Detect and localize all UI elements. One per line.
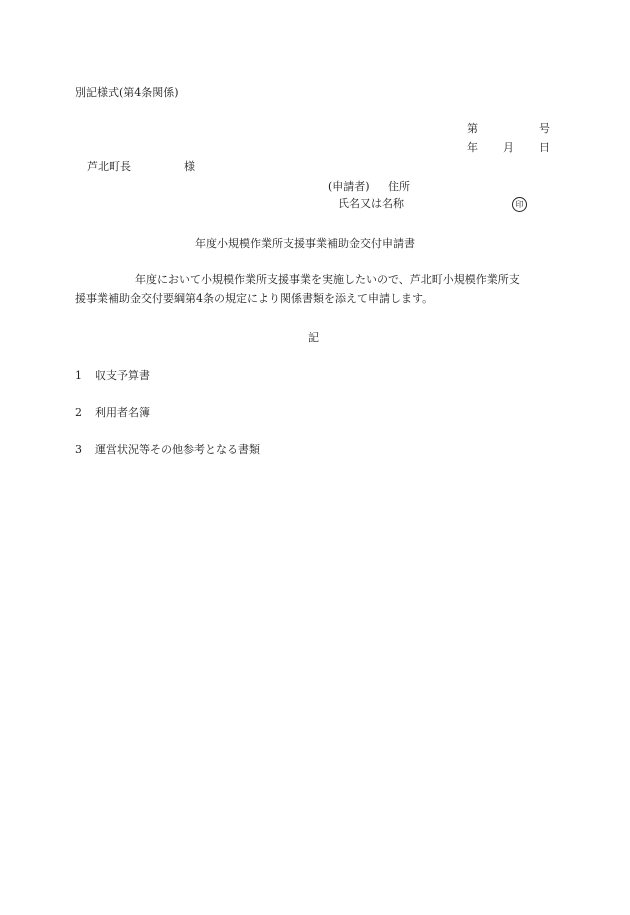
date-year: 年 bbox=[467, 141, 478, 154]
body-line-1: 年度において小規模作業所支援事業を実施したいので、芦北町小規模作業所支 bbox=[135, 273, 520, 286]
applicant-role: (申請者) bbox=[328, 180, 370, 193]
list-item-number: 3 bbox=[75, 443, 82, 456]
ki-heading: 記 bbox=[308, 331, 319, 344]
list-item-number: 1 bbox=[75, 369, 82, 382]
number-go: 号 bbox=[539, 122, 550, 135]
addressee-name: 芦北町長 bbox=[87, 160, 131, 173]
date-month: 月 bbox=[503, 141, 514, 154]
list-item-text: 利用者名簿 bbox=[95, 406, 150, 419]
body-line-2: 援事業補助金交付要綱第4条の規定により関係書類を添えて申請します。 bbox=[75, 292, 434, 305]
applicant-name-label: 氏名又は名称 bbox=[338, 197, 404, 210]
document-title: 年度小規模作業所支援事業補助金交付申請書 bbox=[195, 237, 415, 250]
date-day: 日 bbox=[539, 141, 550, 154]
list-item-text: 運営状況等その他参考となる書類 bbox=[95, 443, 260, 456]
form-reference: 別記様式(第4条関係) bbox=[75, 86, 179, 99]
number-dai: 第 bbox=[467, 122, 478, 135]
seal-mark-icon: 印 bbox=[512, 197, 527, 212]
addressee-honorific: 様 bbox=[184, 160, 195, 173]
list-item-text: 収支予算書 bbox=[95, 369, 150, 382]
list-item-number: 2 bbox=[75, 406, 82, 419]
applicant-address-label: 住所 bbox=[388, 180, 410, 193]
